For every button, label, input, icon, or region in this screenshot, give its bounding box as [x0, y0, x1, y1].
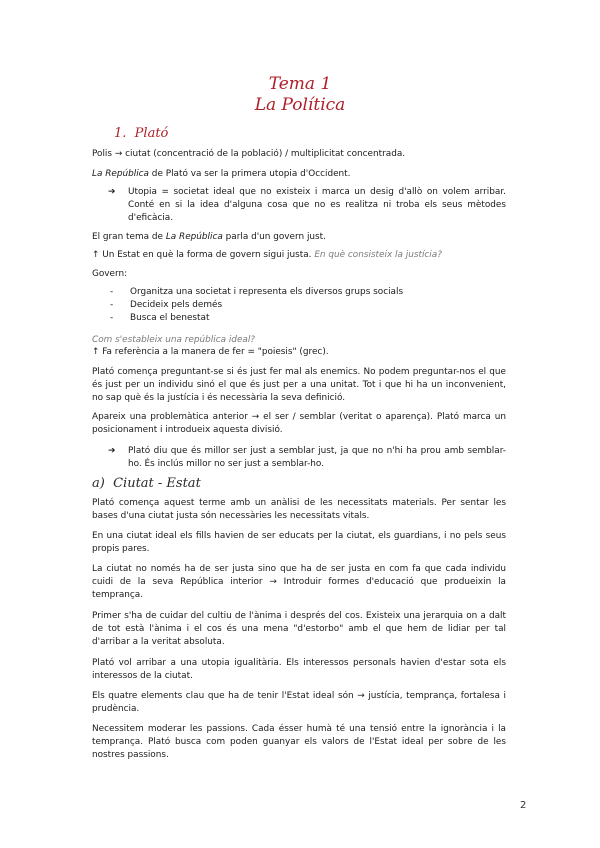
subsection-title: Ciutat - Estat [113, 476, 201, 491]
paragraph-ciutat-5: Plató vol arribar a una utopia igualitària. Els interessos personals havien d'estar sota els interessos de la ciutat. [92, 658, 506, 682]
paragraph-republica [92, 168, 506, 181]
section-heading-plato [114, 126, 168, 141]
arrow-right-icon: ➔ [108, 187, 116, 197]
govern-item-text: Organitza una societat i representa els diversos grups socials [130, 287, 404, 297]
paragraph-plato-comenca: Plató comença preguntant-se si és just fer mal als enemics. No podem preguntar-nos el que és just per un individu sinó el que és just per a una unitat. Tot i que hi ha un inconvenient, no sap què és la justícia i és necessària la seva definició. [92, 367, 506, 404]
govern-label: Govern: [92, 269, 128, 279]
bullet-utopia-text: Utopia = societat ideal que no existeix i marca un desig d'allò on volem arribar. Conté en si la idea d'alguna cosa que no es realitza ni troba els seus mètodes d'eficàcia. [128, 187, 506, 224]
section-title: Plató [134, 126, 169, 141]
paragraph-polis: Polis → ciutat (concentració de la població) / multiplicitat concentrada. [92, 149, 406, 159]
paragraph-republica-text: de Plató va ser la primera utopia d'Occident. [148, 169, 351, 179]
gran-tema-post: parla d'un govern just. [222, 232, 326, 242]
paragraph-ciutat-7: Necessitem moderar les passions. Cada ésser humà té una tensió entre la ignorància i la temprança. Plató busca com poden guanyar els valors de l'Estat ideal per sobre de les nostres passions. [92, 724, 506, 761]
title-line-2: La Política [254, 95, 346, 115]
paragraph-ciutat-1: Plató comença aquest terme amb un anàlisi de les necessitats materials. Per sentar les bases d'una ciutat justa són necessàries les necessitats vitals. [92, 498, 506, 522]
gran-tema-pre: El gran tema de [92, 232, 166, 242]
paragraph-ciutat-2: En una ciutat ideal els fills havien de ser educats per la ciutat, els guardians, i no pels seus propis pares. [92, 531, 506, 555]
book-title: La República [92, 169, 149, 179]
paragraph-ciutat-4: Primer s'ha de cuidar del cultiu de l'ànima i després del cos. Existeix una jerarquia on a dalt de tot està l'ànima i el cos és una mena "d'estorbo" amb el que hem de lidiar per tal d'arribar a la veritat absoluta. [92, 611, 506, 648]
dash-marker: - [110, 313, 114, 323]
book-title-2: La República [165, 232, 223, 242]
dash-marker: - [110, 287, 114, 297]
govern-item-1 [110, 286, 403, 299]
govern-item-text: Decideix pels demés [130, 300, 223, 310]
section-number: 1. [114, 126, 127, 141]
question-republica-ideal: Com s'estableix una república ideal? [92, 335, 256, 345]
paragraph-estat [92, 249, 506, 262]
bullet-millor [108, 445, 506, 471]
paragraph-poiesis: ↑ Fa referència a la manera de fer = "poiesis" (grec). [92, 347, 329, 357]
subsection-heading-ciutat-estat [92, 476, 201, 491]
estat-text: ↑ Un Estat en què la forma de govern sigui justa. [92, 250, 315, 260]
arrow-right-icon: ➔ [108, 446, 116, 456]
bullet-utopia [108, 186, 506, 226]
paragraph-ciutat-6: Els quatre elements clau que ha de tenir l'Estat ideal són → justícia, temprança, fortalesa i prudència. [92, 691, 506, 715]
paragraph-ciutat-3: La ciutat no només ha de ser justa sino que ha de ser justa en com fa que cada individu cuidi de la seva República interior → Introduir formes d'educació que produeixin la temprança. [92, 564, 506, 601]
dash-marker: - [110, 300, 114, 310]
bullet-millor-text: Plató diu que és millor ser just a semblar just, ja que no n'hi ha prou amb semblar-ho. És inclús millor no ser just a semblar-ho. [128, 446, 506, 470]
subsection-letter: a) [92, 476, 105, 491]
govern-item-2 [110, 299, 222, 312]
govern-item-text: Busca el benestat [130, 313, 210, 323]
paragraph-gran-tema [92, 231, 506, 244]
title-line-1: Tema 1 [268, 74, 332, 94]
govern-item-3 [110, 312, 209, 325]
paragraph-apareix: Apareix una problemàtica anterior → el ser / semblar (veritat o aparença). Plató marca un posicionament i introdueix aquesta divisió. [92, 412, 506, 436]
justice-question: En què consisteix la justícia? [314, 250, 442, 260]
page-number: 2 [520, 800, 527, 811]
